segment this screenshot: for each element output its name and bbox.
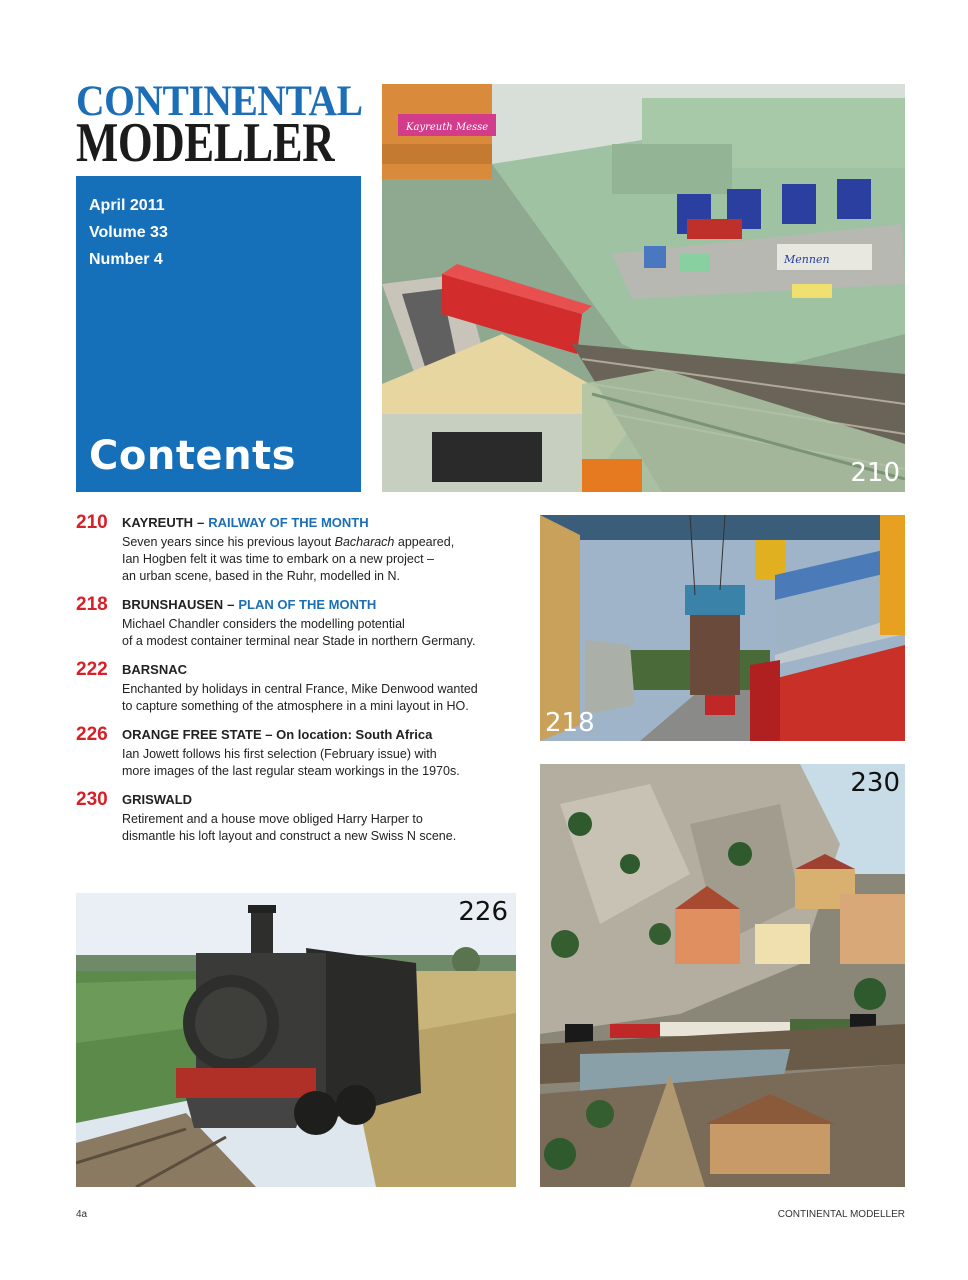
entry-description: Michael Chandler considers the modelling potential of a modest container terminal near Stade in northern Germany. <box>122 617 476 648</box>
contents-entry[interactable] <box>76 789 526 845</box>
photo-210-truck: Mennen <box>784 253 830 266</box>
entry-title: GRISWALD <box>122 792 193 807</box>
photo-kayreuth <box>382 84 905 492</box>
issue-details <box>89 192 168 273</box>
masthead-line2: MODELLER <box>76 112 335 174</box>
entry-description: Enchanted by holidays in central France, Mike Denwood wanted to capture something of the atmosphere in a mini layout in HO. <box>122 682 478 713</box>
masthead-logo <box>76 78 366 174</box>
issue-date: April 2011 <box>89 197 165 214</box>
entry-page-number: 230 <box>76 789 108 810</box>
entry-series: – On location: South Africa <box>265 727 433 742</box>
entry-title: BRUNSHAUSEN <box>122 597 224 612</box>
photo-brunshausen <box>540 515 905 741</box>
entry-page-number: 218 <box>76 594 108 615</box>
contents-entry[interactable] <box>76 724 526 780</box>
photo-griswald <box>540 764 905 1187</box>
entry-page-number: 210 <box>76 512 108 533</box>
contents-list <box>76 512 526 854</box>
entry-description: Ian Jowett follows his first selection (February issue) with more images of the last regular steam workings in the 1970s. <box>122 747 460 778</box>
entry-separator: – <box>227 597 235 612</box>
masthead-line1: CONTINENTAL <box>76 78 363 125</box>
entry-separator: – <box>197 515 205 530</box>
photo-orange-free-state <box>76 893 516 1187</box>
contents-entry[interactable] <box>76 512 526 585</box>
contents-entry[interactable] <box>76 594 526 650</box>
entry-page-number: 226 <box>76 724 108 745</box>
photo-210-label: 210 <box>850 458 900 488</box>
issue-number: Number 4 <box>89 251 163 268</box>
entry-series: PLAN OF THE MONTH <box>238 597 377 612</box>
entry-title: BARSNAC <box>122 662 187 677</box>
photo-230-label: 230 <box>850 768 900 798</box>
footer-page-number: 4a <box>76 1209 88 1220</box>
entry-page-number: 222 <box>76 659 108 680</box>
entry-series: RAILWAY OF THE MONTH <box>208 515 369 530</box>
photo-210-sign: Kayreuth Messe <box>406 122 489 133</box>
footer-publication: CONTINENTAL MODELLER <box>777 1209 905 1220</box>
entry-description: Seven years since his previous layout Bacharach appeared, Ian Hogben felt it was time to embark on a new project – an urban scene, based in the Ruhr, modelled in N. <box>122 535 455 583</box>
issue-volume: Volume 33 <box>89 224 168 241</box>
photo-226-label: 226 <box>458 897 508 927</box>
entry-title: KAYREUTH <box>122 515 194 530</box>
photo-218-label: 218 <box>545 708 595 738</box>
contents-entry[interactable] <box>76 659 526 715</box>
contents-title: Contents <box>89 433 296 479</box>
issue-box <box>76 176 361 492</box>
entry-title: ORANGE FREE STATE <box>122 727 262 742</box>
entry-description: Retirement and a house move obliged Harry Harper to dismantle his loft layout and construct a new Swiss N scene. <box>122 812 457 843</box>
